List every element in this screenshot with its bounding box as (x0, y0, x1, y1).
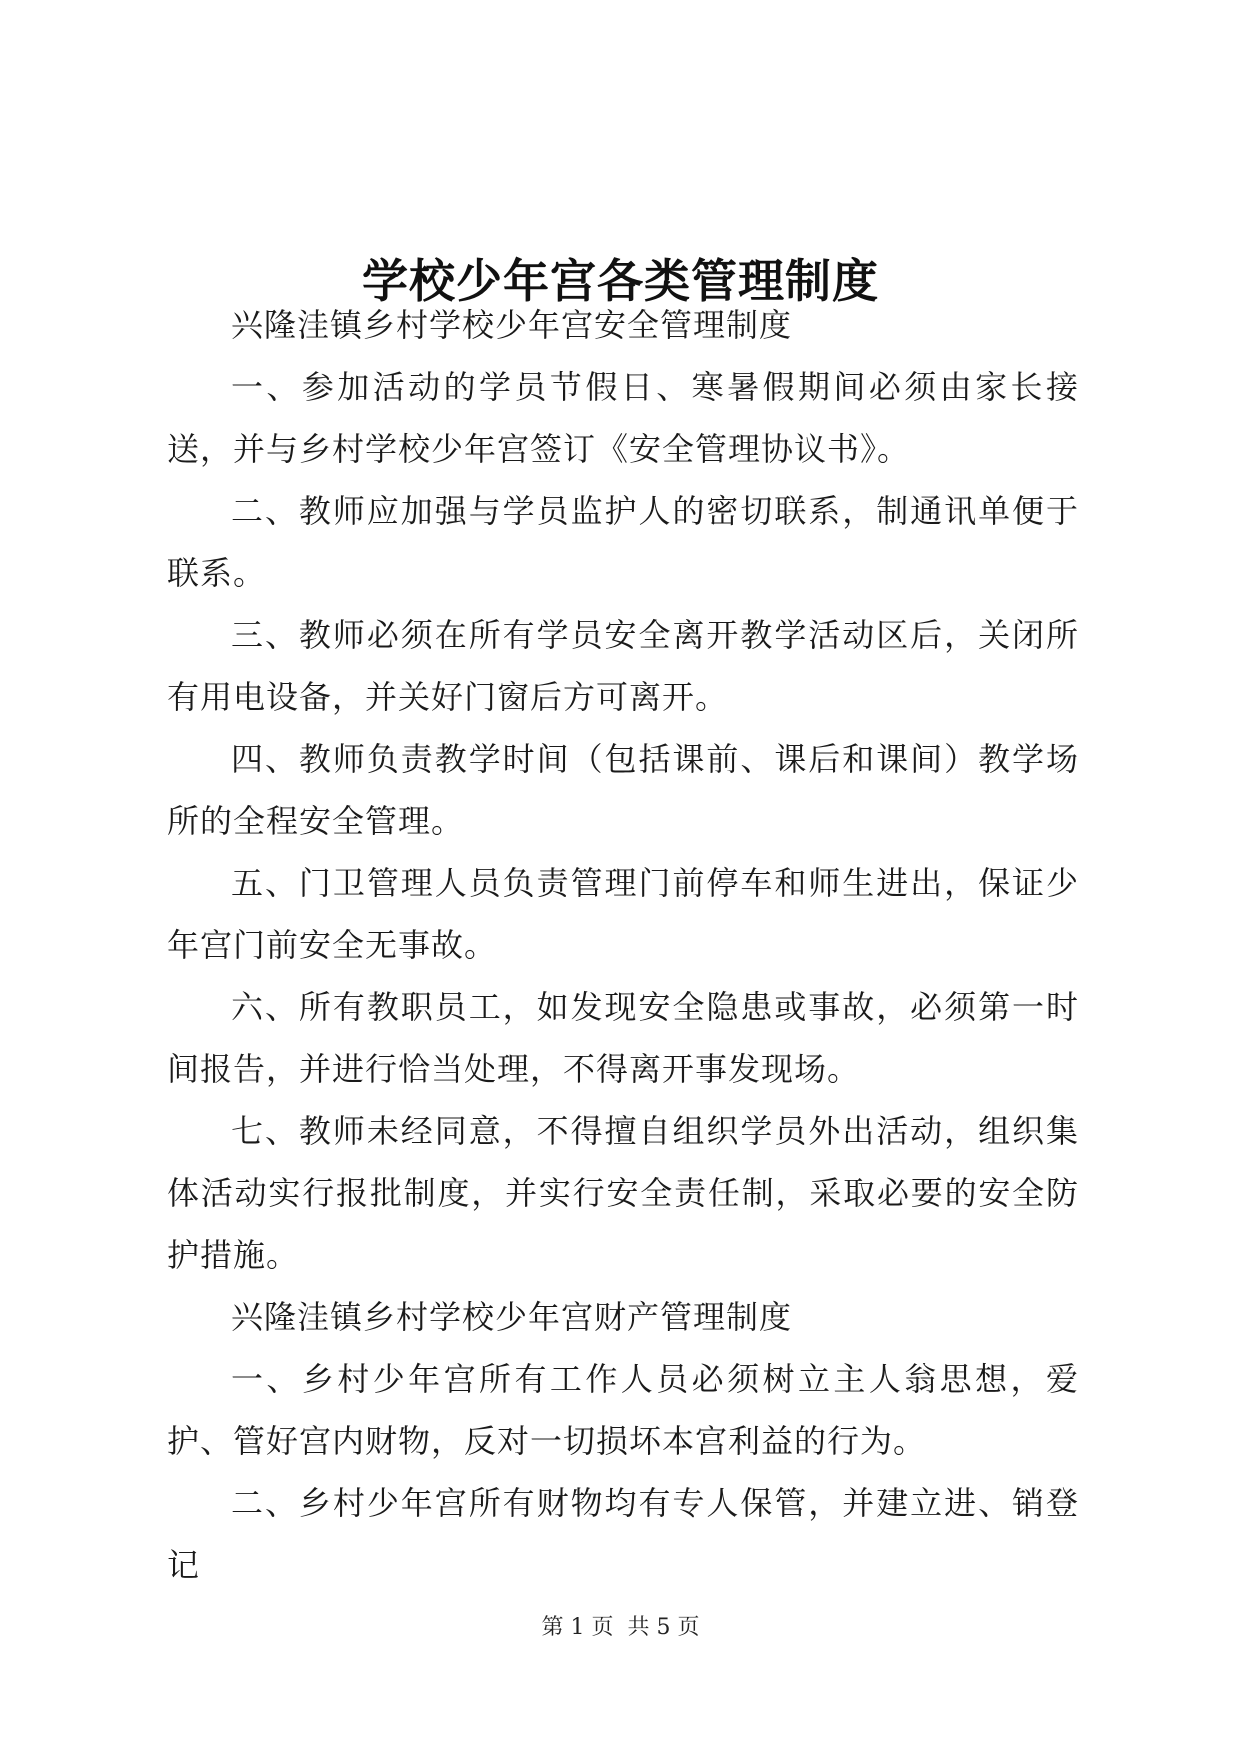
paragraph: 一、乡村少年宫所有工作人员必须树立主人翁思想，爱护、管好宫内财物，反对一切损坏本宫利益的行为。 (167, 1360, 1079, 1460)
page-number: 第 1 页 共 5 页 (541, 1615, 700, 1640)
section-heading-property: 兴隆洼镇乡村学校少年宫财产管理制度 (231, 1298, 793, 1336)
paragraph: 四、教师负责教学时间（包括课前、课后和课间）教学场所的全程安全管理。 (167, 740, 1079, 840)
paragraph: 三、教师必须在所有学员安全离开教学活动区后，关闭所有用电设备，并关好门窗后方可离开。 (167, 616, 1079, 716)
paragraph: 一、参加活动的学员节假日、寒暑假期间必须由家长接送，并与乡村学校少年宫签订《安全管理协议书》。 (167, 368, 1079, 468)
paragraph: 二、乡村少年宫所有财物均有专人保管，并建立进、销登记 (167, 1484, 1079, 1584)
paragraph: 七、教师未经同意，不得擅自组织学员外出活动，组织集体活动实行报批制度，并实行安全责任制，采取必要的安全防护措施。 (167, 1112, 1079, 1274)
paragraph: 五、门卫管理人员负责管理门前停车和师生进出，保证少年宫门前安全无事故。 (167, 864, 1079, 964)
paragraph: 六、所有教职员工，如发现安全隐患或事故，必须第一时间报告，并进行恰当处理，不得离开事发现场。 (167, 988, 1079, 1088)
paragraph: 二、教师应加强与学员监护人的密切联系，制通讯单便于联系。 (167, 492, 1079, 592)
document-body (167, 294, 1079, 1596)
section-heading-safety: 兴隆洼镇乡村学校少年宫安全管理制度 (231, 306, 793, 344)
page-footer (0, 1613, 1241, 1643)
document-title: 学校少年宫各类管理制度 (362, 253, 879, 308)
